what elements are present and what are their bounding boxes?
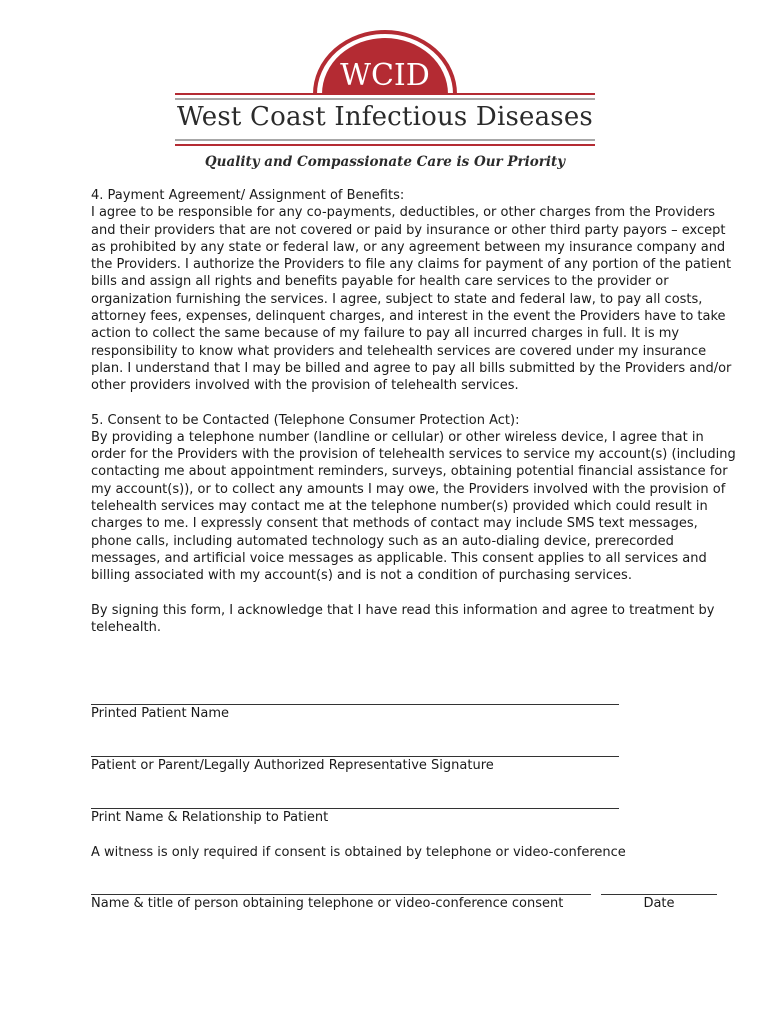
obtainer-line[interactable] <box>91 880 591 895</box>
section-title: 5. Consent to be Contacted (Telephone Consumer Protection Act): <box>91 412 520 428</box>
consent-body <box>91 187 741 653</box>
payment-agreement-section <box>91 187 741 395</box>
tagline: Quality and Compassionate Care is Our Priority <box>204 154 566 170</box>
section-body: By signing this form, I acknowledge that I have read this information and agree to treatment by telehealth. <box>91 602 715 635</box>
obtainer-block <box>91 880 591 912</box>
relationship-line[interactable] <box>91 794 619 809</box>
witness-note: A witness is only required if consent is obtained by telephone or video-conference <box>91 845 626 860</box>
signature-block <box>91 742 619 774</box>
printed-name-block <box>91 690 619 722</box>
date-line[interactable] <box>601 880 717 895</box>
signature-line[interactable] <box>91 742 619 757</box>
relationship-label: Print Name & Relationship to Patient <box>91 810 329 825</box>
consent-contact-section <box>91 412 741 585</box>
section-title: 4. Payment Agreement/ Assignment of Benefits: <box>91 188 405 203</box>
relationship-block <box>91 794 619 826</box>
signature-label: Patient or Parent/Legally Authorized Representative Signature <box>91 758 494 773</box>
section-body: By providing a telephone number (landline or cellular) or other wireless device, I agree that in order for the Providers with the provision of telehealth services to service my account(s) (including contacting me about appointment reminders, surveys, obtaining potential financial assistance for my account(s)), or to collect any amounts I may owe, the Providers involved with the provision of telehealth services may contact me at the telephone number(s) provided which could result in charges to me. I expressly consent that methods of contact may include SMS text messages, phone calls, including automated technology such as an auto-dialing device, prerecorded messages, and artificial voice messages as applicable. This consent applies to all services and billing associated with my account(s) and is not a condition of purchasing services. <box>91 429 736 584</box>
acknowledgement-section <box>91 602 741 637</box>
section-body: I agree to be responsible for any co-payments, deductibles, or other charges from the Providers and their providers that are not covered or paid by insurance or other third party payors – except as prohibited by any state or federal law, or any agreement between my insurance company and the Providers. I authorize the Providers to file any claims for payment of any portion of the patient bills and assign all rights and benefits payable for health care services to the provider or organization furnishing the services. I agree, subject to state and federal law, to pay all costs, attorney fees, expenses, delinquent charges, and interest in the event the Providers have to take action to collect the same because of my failure to pay all incurred charges in full. It is my responsibility to know what providers and telehealth services are covered under my insurance plan. I understand that I may be billed and agree to pay all bills submitted by the Providers and/or other providers involved with the provision of telehealth services. <box>91 205 732 394</box>
organization-name: West Coast Infectious Diseases <box>177 102 593 132</box>
printed-name-label: Printed Patient Name <box>91 706 230 721</box>
obtainer-label: Name & title of person obtaining telephone or video-conference consent <box>91 896 564 911</box>
document-header <box>0 30 770 180</box>
printed-name-line[interactable] <box>91 690 619 705</box>
date-label: Date <box>643 896 675 911</box>
date-block <box>601 880 717 912</box>
logo-text: WCID <box>340 58 430 93</box>
